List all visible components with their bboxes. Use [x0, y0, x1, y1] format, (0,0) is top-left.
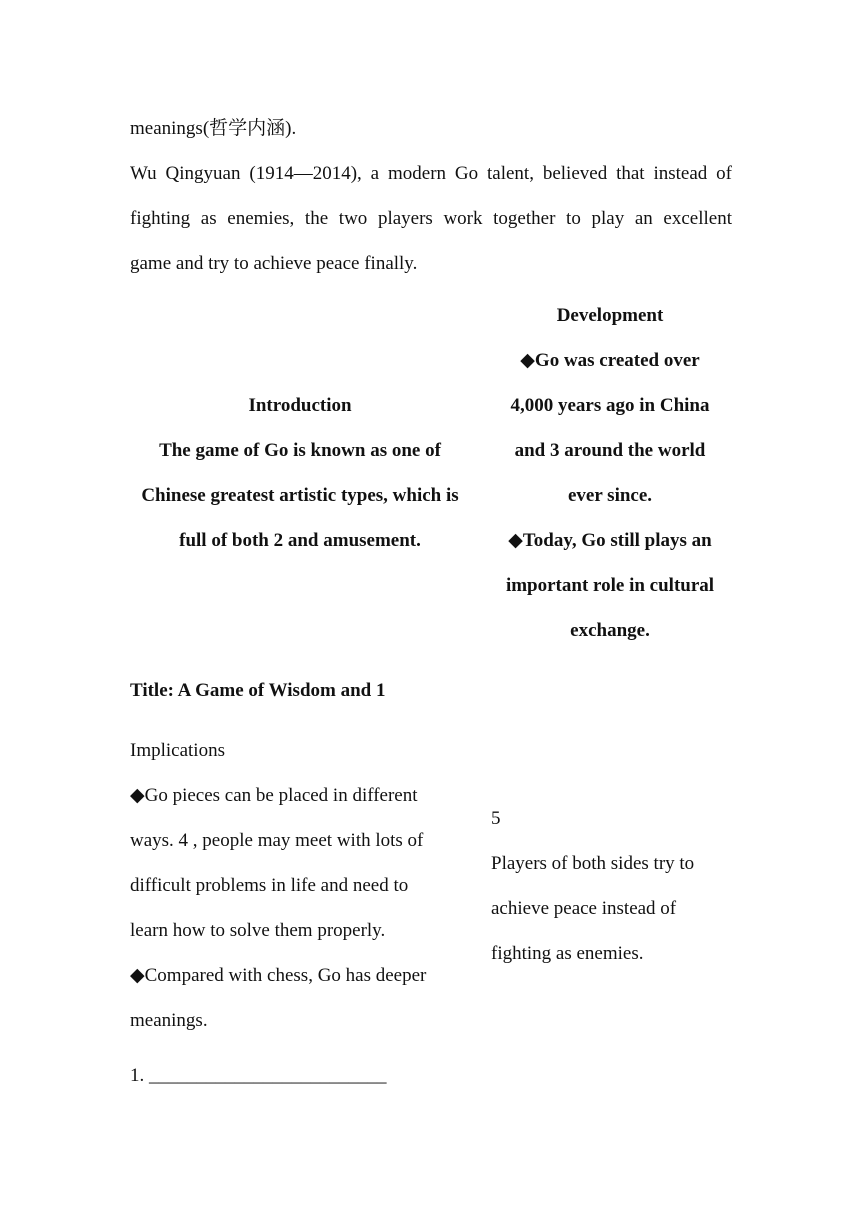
- implications-line: meanings.: [130, 1010, 208, 1031]
- title: Title: A Game of Wisdom and 1: [130, 680, 386, 701]
- paragraph-text: fighting as enemies, the two players work together to play an excellent: [130, 208, 732, 229]
- paragraph-line: [130, 151, 732, 196]
- section-5-line: Players of both sides try to: [491, 853, 695, 874]
- introduction-line: Chinese greatest artistic types, which is: [141, 485, 459, 506]
- development-line: ◆Go was created over: [520, 350, 700, 371]
- implications-line: ways. 4 , people may meet with lots of: [130, 830, 424, 851]
- development-line: and 3 around the world: [514, 440, 706, 461]
- introduction-line: The game of Go is known as one of: [159, 440, 441, 461]
- paragraph-line: meanings(哲学内涵).: [130, 118, 297, 139]
- development-section: [480, 293, 740, 653]
- development-line: ever since.: [567, 485, 653, 506]
- introduction-heading: Introduction: [248, 395, 352, 416]
- implications-line: difficult problems in life and need to: [130, 875, 409, 896]
- development-line: important role in cultural: [505, 575, 715, 596]
- section-5-line: fighting as enemies.: [491, 943, 644, 964]
- implications-heading: Implications: [130, 740, 225, 761]
- paragraph-line: game and try to achieve peace finally.: [130, 253, 418, 274]
- answer-line-1: 1. _________________________: [130, 1065, 387, 1086]
- paragraph-text: Wu Qingyuan (1914—2014), a modern Go talent, believed that instead of: [130, 163, 732, 184]
- introduction-section: [120, 383, 480, 563]
- implications-line: learn how to solve them properly.: [130, 920, 386, 941]
- development-heading: Development: [556, 305, 664, 326]
- section-5-line: achieve peace instead of: [491, 898, 677, 919]
- development-line: exchange.: [570, 620, 650, 641]
- section-5-heading: 5: [491, 808, 501, 829]
- implications-line: ◆Go pieces can be placed in different: [130, 785, 418, 806]
- paragraph-line: [130, 196, 732, 241]
- development-line: ◆Today, Go still plays an: [508, 530, 712, 551]
- implications-line: ◆Compared with chess, Go has deeper: [130, 965, 427, 986]
- implications-section: [130, 728, 470, 1043]
- section-5: [491, 796, 751, 976]
- introduction-line: full of both 2 and amusement.: [179, 530, 421, 551]
- development-line: 4,000 years ago in China: [510, 395, 710, 416]
